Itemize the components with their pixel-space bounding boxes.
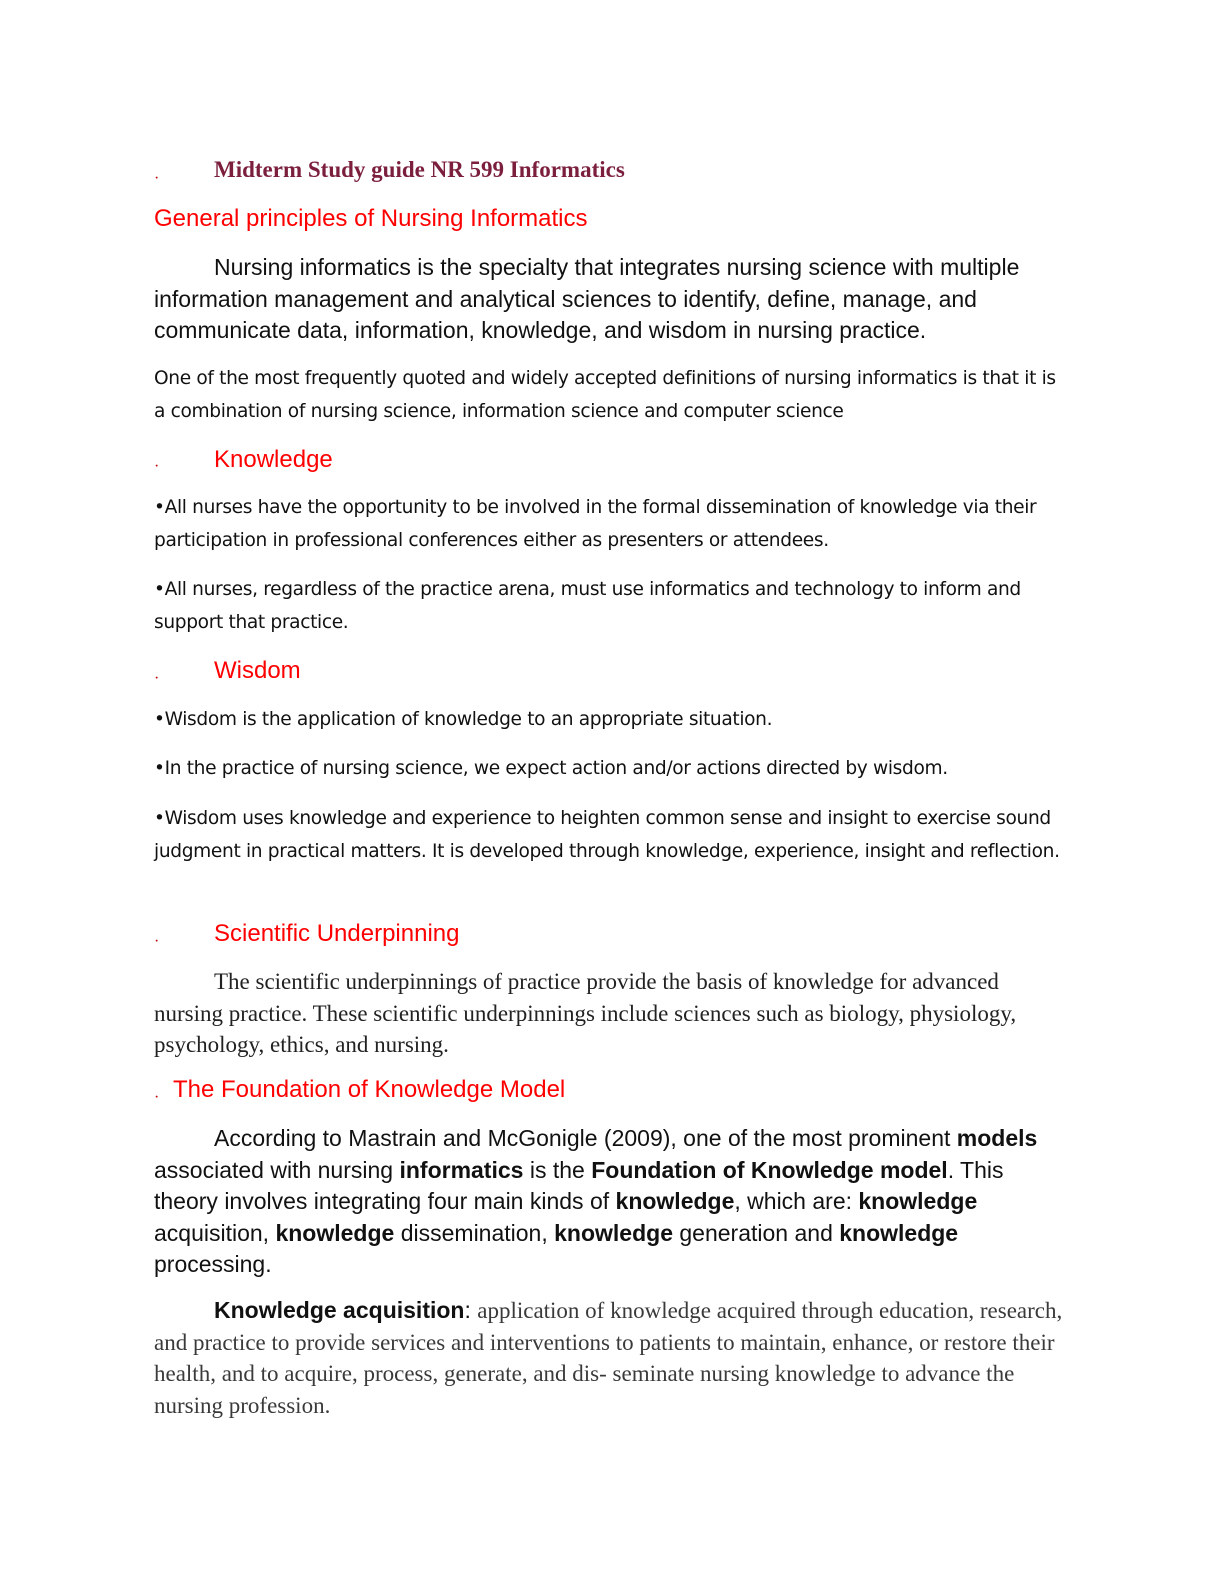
- fok-text: According to Mastrain and McGonigle (2009), one of the most prominent: [214, 1125, 957, 1151]
- fok-bold-knowledge: knowledge: [858, 1188, 978, 1215]
- scientific-paragraph: The scientific underpinnings of practice provide the basis of knowledge for advanced nursing practice. These scientific underpinnings include sciences such as biology, physiology, psychology, ethics, and nursing.: [154, 969, 1017, 1057]
- wisdom-item-2: •In the practice of nursing science, we expect action and/or actions directed by wisdom.: [154, 758, 948, 779]
- fok-bold-informatics: informatics: [399, 1156, 524, 1183]
- knowledge-item-1: •All nurses have the opportunity to be involved in the formal dissemination of knowledge via their participation in professional conferences either as presenters or attendees.: [154, 497, 1037, 551]
- fok-bold-knowledge: knowledge: [554, 1219, 673, 1246]
- section-heading-scientific: Scientific Underpinning: [214, 920, 460, 947]
- fok-bullet: ·: [154, 1089, 160, 1106]
- knowledge-item-2: •All nurses, regardless of the practice arena, must use informatics and technology to inform and support that practice.: [154, 579, 1021, 633]
- wisdom-bullet: ·: [154, 670, 160, 687]
- fok-text: processing.: [154, 1251, 272, 1278]
- scientific-bullet: ·: [154, 933, 160, 950]
- knowledge-bullet: ·: [154, 458, 160, 475]
- fok-bold-model-name: Foundation of Knowledge model: [591, 1156, 948, 1183]
- fok-text: . This theory involves integrating four main kinds of: [154, 1156, 1004, 1215]
- fok-text: generation and: [673, 1219, 840, 1246]
- section-heading-wisdom: Wisdom: [214, 657, 301, 684]
- fok-bold-models: models: [956, 1125, 1038, 1151]
- fok-bold-knowledge: knowledge: [615, 1188, 735, 1215]
- fok-text: dissemination,: [394, 1219, 555, 1246]
- knowledge-acquisition-paragraph: [154, 1295, 1070, 1421]
- title-bullet: ·: [154, 170, 160, 187]
- acq-colon: :: [464, 1297, 478, 1323]
- fok-text: , which are:: [734, 1188, 859, 1215]
- wisdom-item-3: •Wisdom uses knowledge and experience to heighten common sense and insight to exercise sound judgment in practical matters. It is developed through knowledge, experience, insight and reflection.: [154, 808, 1060, 862]
- fok-paragraph: [154, 1123, 1070, 1281]
- section-heading-fok: The Foundation of Knowledge Model: [173, 1076, 566, 1103]
- section-heading-knowledge: Knowledge: [214, 446, 333, 473]
- definition-paragraph: Nursing informatics is the specialty that integrates nursing science with multiple information management and analytical sciences to identify, define, manage, and communicate data, information, knowledge, and wisdom in nursing practice.: [154, 254, 1020, 344]
- document-title: Midterm Study guide NR 599 Informatics: [214, 157, 625, 182]
- document-page: [154, 0, 1070, 1584]
- combination-paragraph: One of the most frequently quoted and widely accepted definitions of nursing informatics is that it is a combination of nursing science, information science and computer science: [154, 368, 1056, 422]
- knowledge-acquisition-text: application of knowledge acquired through education, research, and practice to provide services and interventions to patients to maintain, enhance, or restore their health, and to acquire, process, generate, and dis- seminate nursing knowledge to advance the nursing profession.: [154, 1298, 1063, 1418]
- fok-bold-knowledge: knowledge: [275, 1219, 395, 1246]
- fok-bold-knowledge: knowledge: [839, 1219, 959, 1246]
- fok-text: associated with nursing: [154, 1156, 400, 1183]
- section-heading-general: General principles of Nursing Informatics: [154, 205, 588, 232]
- wisdom-item-1: •Wisdom is the application of knowledge to an appropriate situation.: [154, 709, 773, 730]
- fok-text: is the: [523, 1156, 592, 1183]
- knowledge-acquisition-label: Knowledge acquisition: [214, 1297, 465, 1323]
- fok-text: acquisition,: [154, 1219, 276, 1246]
